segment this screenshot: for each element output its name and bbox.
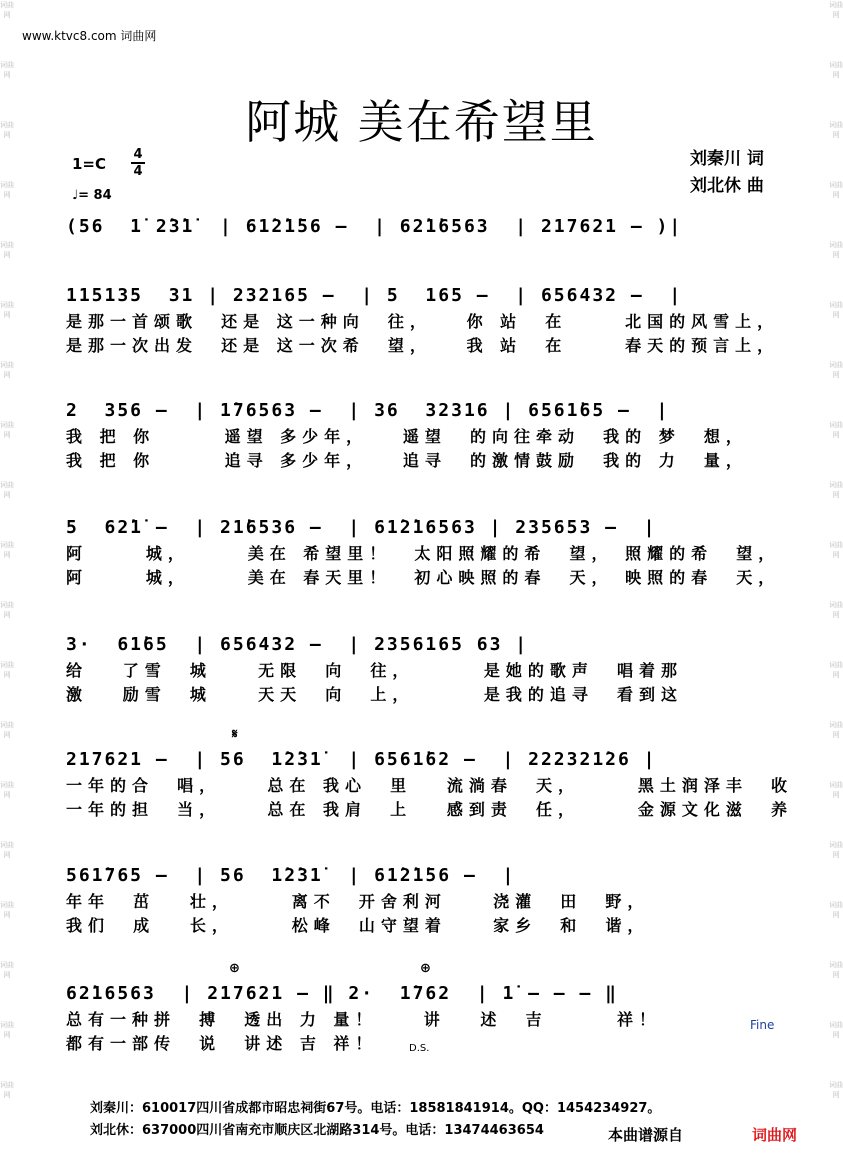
key-signature: 1=C <box>72 155 107 173</box>
lyric-verse-2: 阿 城， 美在 春天里！ 初心映照的春 天， 映照的春 天， <box>66 568 781 587</box>
watermark-text: 词曲网 <box>829 901 843 919</box>
watermark-text: 词曲网 <box>829 841 843 859</box>
music-system-7 <box>66 862 778 938</box>
lyric-verse-1: 年年 茁 壮， 离不 开舍利河 浇灌 田 野， <box>66 892 650 911</box>
notation-line: 115135 31 | 232165 – | 5 165 – | 656432 – | <box>66 285 683 306</box>
lyric-verse-1: 我 把 你 遥望 多少年， 遥望 的向往牵动 我的 梦 想， <box>66 427 748 446</box>
watermark-text: 词曲网 <box>829 481 843 499</box>
lyric-verse-1: 给 了雪 城 无限 向 往， 是她的歌声 唱着那 <box>66 661 683 680</box>
lyric-verse-2: 我 把 你 追寻 多少年， 追寻 的激情鼓励 我的 力 量， <box>66 451 748 470</box>
watermark-text: 词曲网 <box>0 661 14 679</box>
music-system-1 <box>66 213 778 241</box>
time-signature-bottom: 4 <box>133 164 143 179</box>
watermark-text: 词曲网 <box>829 1 843 19</box>
lyric-verse-2: 我们 成 长， 松峰 山守望着 家乡 和 谐， <box>66 916 650 935</box>
music-system-6 <box>66 746 793 822</box>
watermark-text: 词曲网 <box>0 1021 14 1039</box>
watermark-text: 词曲网 <box>0 901 14 919</box>
lyricist-credit: 刘秦川 词 <box>690 149 764 169</box>
watermark-text: 词曲网 <box>829 601 843 619</box>
tempo-mark: ♩= 84 <box>72 188 112 203</box>
lyric-verse-1: 一年的合 唱， 总在 我心 里 流淌春 天， 黑土润泽丰 收 <box>66 776 793 795</box>
fine-mark: Fine <box>750 1018 775 1032</box>
music-system-3 <box>66 397 778 473</box>
watermark-text: 词曲网 <box>0 481 14 499</box>
lyric-verse-2: 激 励雪 城 天天 向 上， 是我的追寻 看到这 <box>66 685 683 704</box>
watermark-text: 词曲网 <box>0 601 14 619</box>
credits <box>690 146 764 200</box>
watermark-text: 词曲网 <box>0 961 14 979</box>
segno-sign: 𝄋 <box>232 727 238 742</box>
watermark-text: 词曲网 <box>829 661 843 679</box>
watermark-text: 词曲网 <box>0 181 14 199</box>
coda-sign-1: ⊕ <box>229 961 240 976</box>
lyric-verse-1: 总有一种拼 搏 透出 力 量！ 讲 述 吉 祥！ <box>66 1010 661 1029</box>
time-signature <box>130 147 146 179</box>
contact-line-1: 刘秦川：610017四川省成都市昭忠祠街67号。电话：18581841914。QQ：1454234927。 <box>90 1101 661 1116</box>
lyric-verse-2: 一年的担 当， 总在 我肩 上 感到责 任， 金源文化滋 养 <box>66 800 793 819</box>
lyric-verse-2: 都有一部传 说 讲述 吉 祥！ <box>66 1034 378 1053</box>
site-url[interactable]: www.ktvc8.com 词曲网 <box>22 29 157 43</box>
contact-footer <box>90 1098 660 1142</box>
watermark-text: 词曲网 <box>829 541 843 559</box>
composer-credit: 刘北休 曲 <box>690 176 764 196</box>
contact-line-2: 刘北休：637000四川省南充市顺庆区北湖路314号。电话：13474463654 <box>90 1123 544 1138</box>
site-logo[interactable]: 词曲网 <box>752 1126 798 1144</box>
watermark-text: 词曲网 <box>829 721 843 739</box>
lyric-verse-1: 阿 城， 美在 希望里！ 太阳照耀的希 望， 照耀的希 望， <box>66 544 781 563</box>
right-watermark-strip <box>829 0 843 1172</box>
watermark-text: 词曲网 <box>0 61 14 79</box>
music-system-2 <box>66 282 778 358</box>
notation-line: 217621 – | 56 1̇2̇31̇ | 6561̇62 – | 222321̇26 | <box>66 749 657 770</box>
time-signature-top: 4 <box>133 147 143 162</box>
music-system-4 <box>66 514 781 590</box>
watermark-text: 词曲网 <box>829 1021 843 1039</box>
watermark-text: 词曲网 <box>0 1 14 19</box>
watermark-text: 词曲网 <box>0 121 14 139</box>
watermark-text: 词曲网 <box>829 1081 843 1099</box>
watermark-text: 词曲网 <box>0 781 14 799</box>
left-watermark-strip <box>0 0 14 1172</box>
lyric-verse-1: 是那一首颂歌 还是 这一种向 往， 你 站 在 北国的风雪上， <box>66 312 780 331</box>
notation-line: 2 356 – | 1̇76563 – | 36 32316 | 6561̇65 – | <box>66 400 670 421</box>
watermark-text: 词曲网 <box>0 721 14 739</box>
notation-line: 561̇765 – | 56 1̇2̇31̇ | 61̇2̇1̇56 – | <box>66 865 516 886</box>
watermark-text: 词曲网 <box>829 961 843 979</box>
source-note: 本曲谱源自 <box>604 1124 687 1145</box>
song-title: 阿城 美在希望里 <box>245 95 598 149</box>
watermark-text: 词曲网 <box>829 421 843 439</box>
watermark-text: 词曲网 <box>829 241 843 259</box>
music-system-5 <box>66 631 778 707</box>
notation-line: 62̇16563 | 217621 – ‖ 2· 1̇762 | 1̇ – – – ‖ <box>66 983 618 1004</box>
watermark-text: 词曲网 <box>0 421 14 439</box>
watermark-text: 词曲网 <box>829 121 843 139</box>
watermark-text: 词曲网 <box>0 541 14 559</box>
watermark-text: 词曲网 <box>0 841 14 859</box>
watermark-text: 词曲网 <box>829 361 843 379</box>
watermark-text: 词曲网 <box>829 61 843 79</box>
watermark-text: 词曲网 <box>829 301 843 319</box>
lyric-verse-2: 是那一次出发 还是 这一次希 望， 我 站 在 春天的预言上， <box>66 336 780 355</box>
notation-line: (56 1̇ 2̇3̇1̇ | 61̇2̇1̇56 – | 62̇1̇6563 | 217621 – )| <box>66 216 683 237</box>
watermark-text: 词曲网 <box>829 781 843 799</box>
watermark-text: 词曲网 <box>829 181 843 199</box>
ds-mark: D.S. <box>409 1043 430 1054</box>
notation-line: 5 62̇1̇ – | 21̇6536 – | 61̇2̇16563 | 235653 – | <box>66 517 657 538</box>
notation-line: 3· 61̇65 | 656432 – | 2356165 63 | <box>66 634 529 655</box>
watermark-text: 词曲网 <box>0 1081 14 1099</box>
watermark-text: 词曲网 <box>0 301 14 319</box>
watermark-text: 词曲网 <box>0 361 14 379</box>
watermark-text: 词曲网 <box>0 241 14 259</box>
coda-sign-2: ⊕ <box>420 961 431 976</box>
